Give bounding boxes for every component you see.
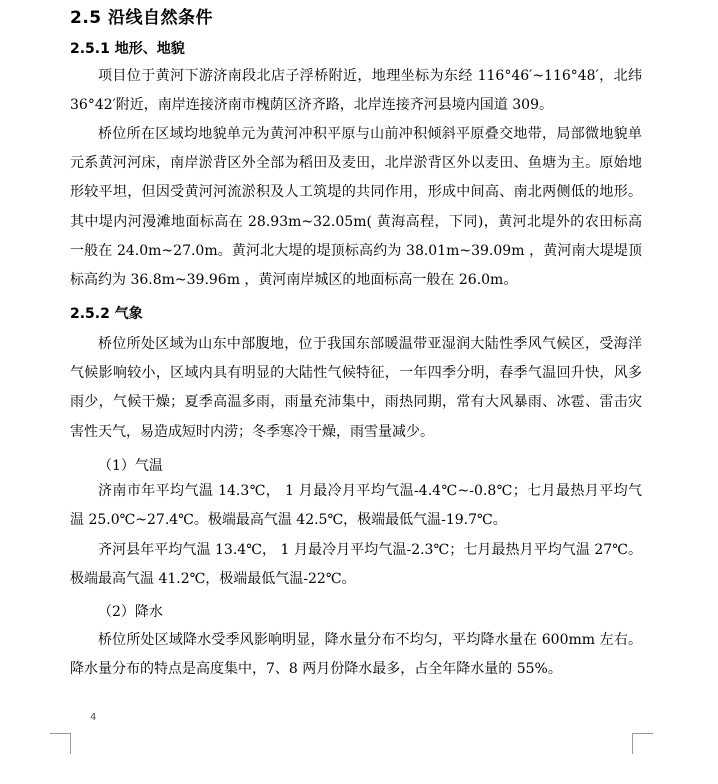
crop-mark-left bbox=[50, 733, 71, 754]
terrain-paragraph-2: 桥位所在区域均地貌单元为黄河冲积平原与山前冲积倾斜平原叠交地带，局部微地貌单元系黄河河床，南岸淤背区外全部为稻田及麦田，北岸淤背区外以麦田、鱼塘为主。原始地形较平坦，但因受黄河河流淤积及人工筑堤的共同作用，形成中间高、南北两侧低的地形。其中堤内河漫滩地面标高在 28.93m~32.05m( 黄海高程，下同)，黄河北堤外的农田标高一般在 24.0m~27.0m。黄河北大堤的堤顶标高约为 38.01m~39.09m ，黄河南大堤堤顶标高约为 36.8m~39.96m ，黄河南岸城区的地面标高一般在 26.0m。 bbox=[70, 126, 642, 289]
crop-mark-right bbox=[632, 733, 653, 754]
precipitation-heading: （2）降水 bbox=[98, 604, 163, 620]
page-number: 4 bbox=[90, 712, 97, 723]
temperature-paragraph-2: 齐河县年平均气温 13.4℃， 1 月最冷月平均气温-2.3℃；七月最热月平均气温 27℃。极端最高气温 41.2℃，极端最低气温-22℃。 bbox=[70, 542, 642, 588]
terrain-heading: 2.5.1 地形、地貌 bbox=[70, 41, 185, 57]
section-title: 2.5 沿线自然条件 bbox=[70, 8, 214, 28]
temperature-paragraph-1: 济南市年平均气温 14.3℃， 1 月最冷月平均气温-4.4℃~-0.8℃；七月最热月平均气温 25.0℃~27.4℃。极端最高气温 42.5℃，极端最低气温-19.7℃。 bbox=[70, 483, 642, 529]
climate-paragraph-1: 桥位所处区域为山东中部腹地，位于我国东部暖温带亚湿润大陆性季风气候区，受海洋气候影响较小，区域内具有明显的大陆性气候特征，一年四季分明，春季气温回升快，风多雨少，气候干燥；夏季高温多雨，雨量充沛集中，雨热同期，常有大风暴雨、冰雹、雷击灾害性天气，易造成短时内涝；冬季寒冷干燥，雨雪量减少。 bbox=[70, 336, 642, 440]
temperature-heading: （1）气温 bbox=[98, 458, 163, 474]
terrain-paragraph-1: 项目位于黄河下游济南段北店子浮桥附近，地理坐标为东经 116°46′~116°48′，北纬 36°42′附近，南岸连接济南市槐荫区济齐路，北岸连接齐河县境内国道 309。 bbox=[70, 68, 642, 114]
climate-heading: 2.5.2 气象 bbox=[70, 306, 143, 322]
precipitation-paragraph-1: 桥位所处区域降水受季风影响明显，降水量分布不均匀，平均降水量在 600mm 左右。降水量分布的特点是高度集中，7、8 两月份降水最多，占全年降水量的 55%。 bbox=[70, 632, 642, 678]
